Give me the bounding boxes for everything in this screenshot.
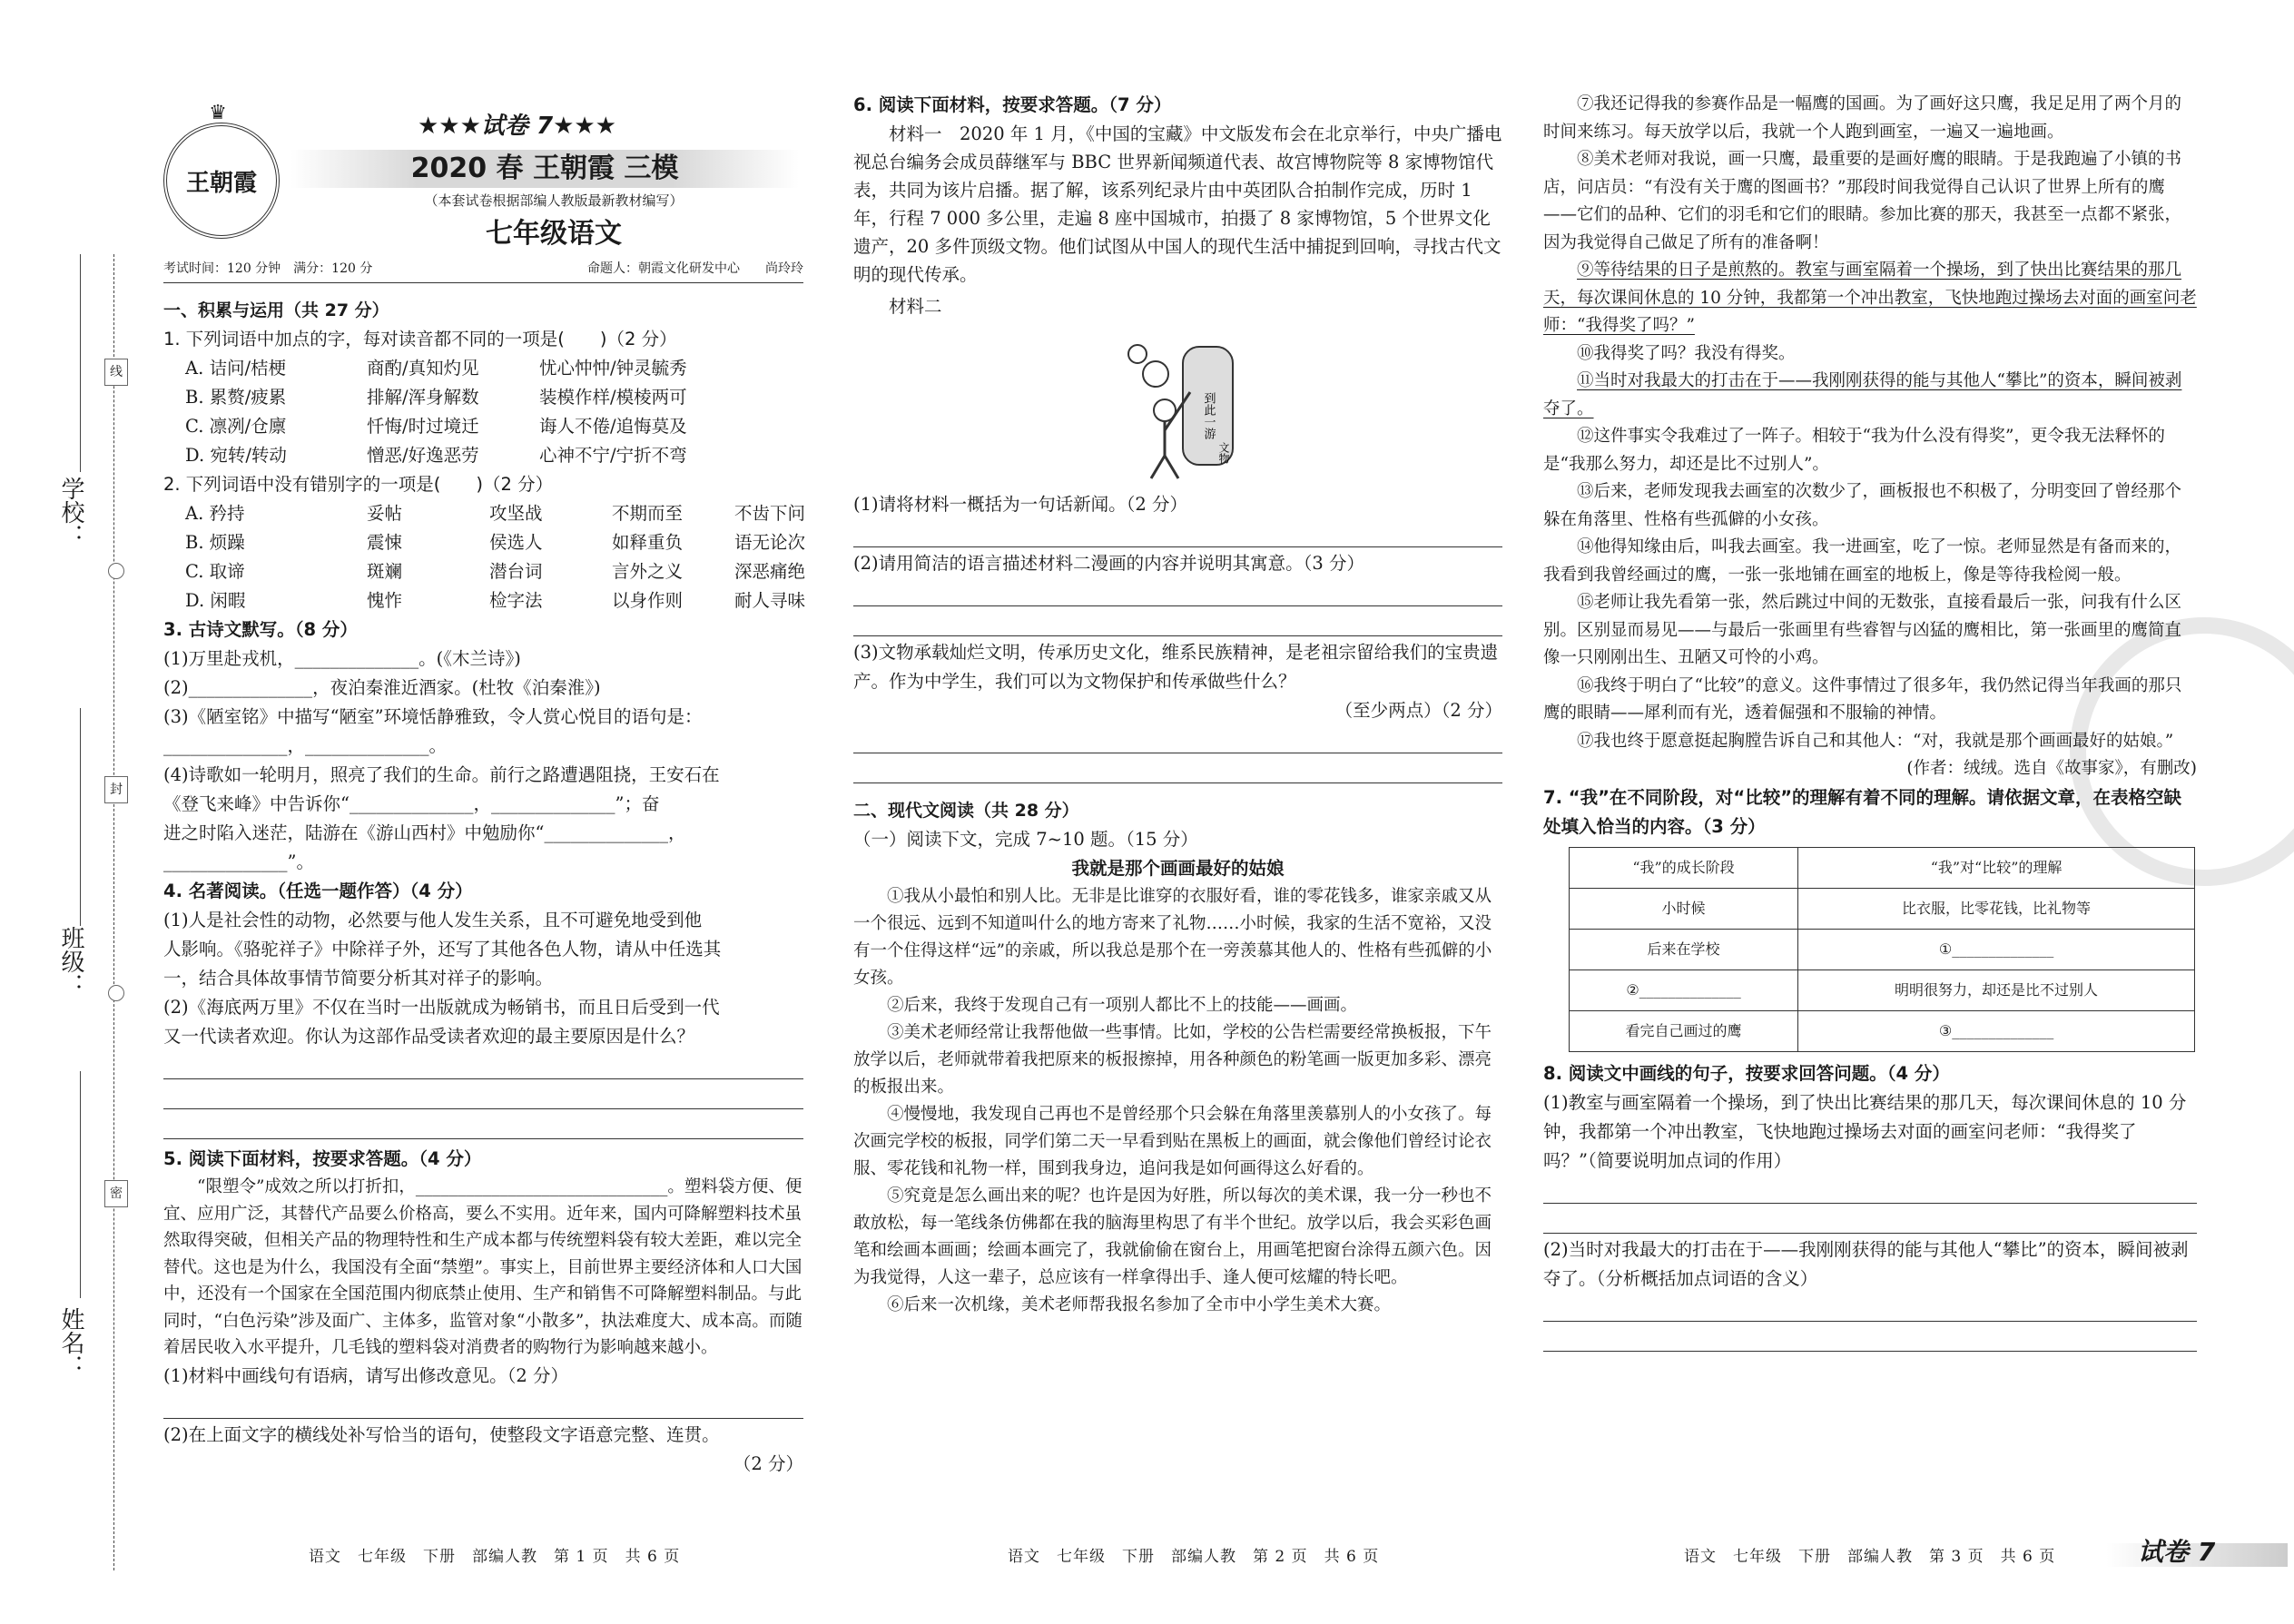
q5-score: （2 分） xyxy=(733,1452,803,1474)
q4-item: 又一代读者欢迎。你认为这部作品受读者欢迎的最主要原因是什么？ xyxy=(163,1026,695,1047)
table-cell: 小时候 xyxy=(1570,888,1798,929)
q4-item: (2)《海底两万里》不仅在当时一出版就成为畅销书，而且日后受到一代 xyxy=(163,997,720,1018)
cartoon-illustration xyxy=(1110,329,1246,483)
school-field-line xyxy=(80,254,81,472)
name-label: 姓名： xyxy=(57,1307,84,1378)
paragraph: ⑮老师让我先看第一张，然后跳过中间的无数张，直接看最后一张，问我有什么区别。区别显而易见——与最后一张画里有些睿智与凶猛的鹰相比，第一张画里的鹰简直像一只刚刚出生、丑陋又可怜的小鸡。 xyxy=(1543,593,2182,667)
school-label: 学校： xyxy=(57,477,84,547)
story-body xyxy=(853,883,1502,1319)
q3-item: (4)诗歌如一轮明月，照亮了我们的生命。前行之路遭遇阻挠，王安石在 xyxy=(163,764,720,785)
answer-line[interactable] xyxy=(163,1111,803,1139)
table-cell-blank[interactable]: ①______________ xyxy=(1798,929,2195,969)
table-header: “我”对“比较”的理解 xyxy=(1798,847,2195,888)
answer-line[interactable] xyxy=(853,578,1502,606)
answer-line[interactable] xyxy=(163,1051,803,1079)
paragraph: ⑫这件事实令我难过了一阵子。相较于“我为什么没有得奖”，更令我无法释怀的是“我那么努力，却还是比不过别人”。 xyxy=(1543,427,2165,474)
edition-note: （本套试卷根据部编人教版最新教材编写） xyxy=(424,192,684,209)
paragraph: ⑯我终于明白了“比较”的意义。这件事情过了很多年，我仍然记得当年我画的那只鹰的眼睛——犀利而有光，透着倔强和不服输的神情。 xyxy=(1543,675,2182,723)
footer-tag: 试卷 7 xyxy=(2138,1537,2216,1567)
table-header: “我”的成长阶段 xyxy=(1570,847,1798,888)
question-1: 1. 下列词语中加点的字，每对读音都不同的一项是( )（2 分） xyxy=(163,329,677,349)
paragraph: ③美术老师经常让我帮他做一些事情。比如，学校的公告栏需要经常换板报，下午放学以后，老师就带着我把原来的板报擦掉，用各种颜色的粉笔画一版更加多彩、漂亮的板报出来。 xyxy=(853,1023,1492,1097)
brand-logo: 王朝霞 xyxy=(163,123,280,239)
binding-margin xyxy=(0,0,127,1624)
q3-item: 《登飞来峰》中告诉你“______________，______________”；奋 xyxy=(163,793,660,814)
q1-options: A. 诘问/桔梗 商酌/真知灼见 忧心忡忡/钟灵毓秀 B. 累赘/疲累 排解/浑身解数 装模作样/模棱两可 C. 凛冽/仓廪 忏悔/时过境迁 诲人不倦/追悔莫及 D. 宛转/转动 憎恶/好逸恶劳 心神不宁/宁折不弯 xyxy=(185,358,687,466)
answer-line[interactable] xyxy=(853,519,1502,547)
paragraph: ⑧美术老师对我说，画一只鹰，最重要的是画好鹰的眼睛。于是我跑遍了小镇的书店，问店员：“有没有关于鹰的图画书？”那段时间我觉得自己认识了世界上所有的鹰——它们的品种、它们的羽毛和它们的眼睛。参加比赛的那天，我甚至一点都不紧张，因为我觉得自己做足了所有的准备啊！ xyxy=(1543,150,2182,252)
q6-item: (1)请将材料一概括为一句话新闻。（2 分） xyxy=(853,494,1187,515)
q3-item: ______________”。 xyxy=(163,851,314,872)
paragraph: ②后来，我终于发现自己有一项别人都比不上的技能——画画。 xyxy=(887,996,1358,1015)
paragraph: ⑦我还记得我的参赛作品是一幅鹰的国画。为了画好这只鹰，我足足用了两个月的时间来练习。每天放学以后，我就一个人跑到画室，一遍又一遍地画。 xyxy=(1543,94,2182,142)
answer-line[interactable] xyxy=(163,1081,803,1109)
paragraph: ⑭他得知缘由后，叫我去画室。我一进画室，吃了一惊。老师显然是有备而来的，我看到我曾经画过的鹰，一张一张地铺在画室的地板上，像是等待我检阅一般。 xyxy=(1543,537,2182,585)
q3-item: ______________，______________。 xyxy=(163,735,447,756)
table-cell: 比衣服，比零花钱，比礼物等 xyxy=(1798,888,2195,929)
paragraph-underlined: ⑨等待结果的日子是煎熬的。教室与画室隔着一个操场，到了快出比赛结果的那几天，每次课间休息的 10 分钟，我都第一个冲出教室，飞快地跑过操场去对面的画室问老师：“我得奖了吗？” xyxy=(1543,261,2197,335)
page-footer: 语文 七年级 下册 部编人教 第 1 页 共 6 页 xyxy=(309,1548,681,1566)
material-2-title: 材料二 xyxy=(889,296,942,317)
answer-line[interactable] xyxy=(1543,1176,2197,1204)
table-cell-blank[interactable]: ③______________ xyxy=(1798,1010,2195,1051)
answer-line[interactable] xyxy=(1543,1324,2197,1352)
cartoon-text: 到此一游 xyxy=(1201,392,1215,439)
question-8: 8. 阅读文中画线的句子，按要求回答问题。（4 分） xyxy=(1543,1062,1950,1084)
story-title: 我就是那个画画最好的姑娘 xyxy=(1071,858,1285,879)
question-6: 6. 阅读下面材料，按要求答题。（7 分） xyxy=(853,94,1172,115)
answer-line[interactable] xyxy=(853,608,1502,636)
paragraph: ⑤究竟是怎么画出来的呢？也许是因为好胜，所以每次的美术课，我一分一秒也不敢放松，每一笔线条仿佛都在我的脑海里构思了有半个世纪。放学以后，我会买彩色画笔和绘画本画画；绘画本画完了，我就偷偷在窗台上，用画笔把窗台涂得五颜六色。因为我觉得，人这一辈子，总应该有一样拿得出手、逢人便可炫耀的特长吧。 xyxy=(853,1186,1492,1287)
cartoon-text: 文物 xyxy=(1216,442,1230,464)
material-1: 材料一 2020 年 1 月，《中国的宝藏》中文版发布会在北京举行，中央广播电视总台编务会成员薛继军与 BBC 世界新闻频道代表、故宫博物院等 8 家博物馆代表，共同为该片启播。据了解，该系列纪录片由中英团队合拍制作完成，历时 1 年，行程 7 000 多公里，走遍 8 座中国城市，拍摄了 8 家博物馆，5 个世界文化遗产，20 多件顶级文物。他们试图从中国人的现代生活中捕捉到回响，寻找古代文明的现代传承。 xyxy=(853,123,1502,285)
column-1 xyxy=(163,290,806,1479)
answer-line[interactable] xyxy=(1543,1294,2197,1322)
question-2: 2. 下列词语中没有错别字的一项是( )（2 分） xyxy=(163,474,554,495)
table-cell: 后来在学校 xyxy=(1570,929,1798,969)
seal-mark: 线 xyxy=(104,359,128,386)
answer-line[interactable] xyxy=(853,755,1502,783)
q3-item: (1)万里赴戎机，______________。(《木兰诗》) xyxy=(163,648,521,669)
exam-banner: 2020 春 王朝霞 三模 xyxy=(290,150,799,188)
question-7: 7. “我”在不同阶段，对“比较”的理解有着不同的理解。请依据文章，在表格空缺处填入恰当的内容。（3 分） xyxy=(1543,786,2182,837)
q6-score: （至少两点）（2 分） xyxy=(1334,700,1502,721)
column-2 xyxy=(853,91,1502,1319)
q5-item: (2)在上面文字的横线处补写恰当的语句，使整段文字语意完整、连贯。 xyxy=(163,1423,720,1445)
section-title: 一、积累与运用（共 27 分） xyxy=(163,300,389,320)
paragraph: ④慢慢地，我发现自己再也不是曾经那个只会躲在角落里羡慕别人的小女孩了。每次画完学校的板报，同学们第二天一早看到贴在黑板上的画面，就会像他们曾经讨论衣服、零花钱和礼物一样，围到我身边，追问我是如何画得这么好看的。 xyxy=(853,1105,1492,1178)
q6-item: (2)请用简洁的语言描述材料二漫画的内容并说明其寓意。（3 分） xyxy=(853,553,1364,574)
q8-item: (2)当时对我最大的打击在于——我刚刚获得的能与其他人“攀比”的资本，瞬间被剥夺了。（分析概括加点词语的含义） xyxy=(1543,1238,2189,1289)
subsection-title: （一）阅读下文，完成 7~10 题。（15 分） xyxy=(853,829,1198,850)
exam-authors: 命题人：朝霞文化研发中心 尚玲玲 xyxy=(587,261,803,276)
exam-info xyxy=(163,259,803,283)
paragraph: ⑥后来一次机缘，美术老师帮我报名参加了全市中小学生美术大赛。 xyxy=(887,1295,1392,1314)
answer-line[interactable] xyxy=(853,725,1502,753)
class-label: 班级： xyxy=(57,926,84,997)
paper-tag: ★★★试卷 7★★★ xyxy=(418,113,616,140)
seal-mark: 密 xyxy=(104,1180,128,1207)
question-4: 4. 名著阅读。（任选一题作答）（4 分） xyxy=(163,881,473,901)
seal-mark: 封 xyxy=(104,776,128,803)
binding-hole xyxy=(108,985,124,1001)
answer-line[interactable] xyxy=(163,1391,803,1419)
column-3 xyxy=(1543,91,2197,1353)
paragraph: ⑩我得奖了吗？我没有得奖。 xyxy=(1577,343,1796,363)
q6-item: (3)文物承载灿烂文明，传承历史文化，维系民族精神，是老祖宗留给我们的宝贵遗产。作为中学生，我们可以为文物保护和传承做些什么？ xyxy=(853,642,1499,692)
q3-item: (2)______________，夜泊秦淮近酒家。(杜牧《泊秦淮》) xyxy=(163,677,601,698)
q3-item: 进之时陷入迷茫，陆游在《游山西村》中勉励你“______________， xyxy=(163,822,686,843)
grade-title: 七年级语文 xyxy=(486,218,622,250)
page-footer: 语文 七年级 下册 部编人教 第 2 页 共 6 页 xyxy=(1008,1548,1380,1566)
q2-options: A. 矜持 妥帖 攻坚战 不期而至 不齿下问 B. 烦躁 震悚 侯选人 如释重负 语无论次 C. 取谛 斑斓 潜台词 言外之义 深恶痛绝 D. 闲暇 愧怍 检字法 以身作则 耐人寻味 xyxy=(185,503,806,611)
q5-item: (1)材料中画线句有语病，请写出修改意见。（2 分） xyxy=(163,1364,568,1386)
class-field-line xyxy=(80,708,81,926)
question-3: 3. 古诗文默写。（8 分） xyxy=(163,619,358,640)
crown-icon: ♛ xyxy=(209,102,227,124)
binding-hole xyxy=(108,563,124,579)
paragraph: ⑬后来，老师发现我去画室的次数少了，画板报也不积极了，分明变回了曾经那个躲在角落里、性格有些孤僻的小女孩。 xyxy=(1543,482,2182,529)
fill-table xyxy=(1569,847,2195,1052)
section-title: 二、现代文阅读（共 28 分） xyxy=(853,801,1079,821)
paragraph: ⑰我也终于愿意挺起胸膛告诉自己和其他人：“对，我就是那个画画最好的姑娘。” xyxy=(1577,731,2174,751)
table-cell-blank[interactable]: ②______________ xyxy=(1570,969,1798,1010)
table-cell: 明明很努力，却还是比不过别人 xyxy=(1798,969,2195,1010)
source-note: (作者：绒绒。选自《故事家》，有删改) xyxy=(1906,759,2197,778)
q4-item: (1)人是社会性的动物，必然要与他人发生关系，且不可避免地受到他 xyxy=(163,910,703,930)
story-body-continued xyxy=(1543,91,2197,783)
cut-line xyxy=(113,254,114,1570)
paragraph-underlined: ⑪当时对我最大的打击在于——我刚刚获得的能与其他人“攀比”的资本，瞬间被剥夺了。 xyxy=(1543,371,2182,418)
exam-time: 考试时间：120 分钟 满分：120 分 xyxy=(163,261,373,276)
q5-material: “限塑令”成效之所以打折扣，______________________________。塑料袋方便、便宜、应用广泛，其替代产品要么价格高，要么不实用。近年来，国内可降解塑料技术虽然取得突破，但相关产品的物理特性和生产成本都与传统塑料袋有较大差距，难以完全替代。这也是为什么，我国没有全面“禁塑”。事实上，目前世界主要经济体和人口大国中，还没有一个国家在全国范围内彻底禁止使用、生产和销售不可降解塑料制品。与此同时，“白色污染”涉及面广、主体多，监管对象“小散多”，执法难度大、成本高。而随着居民收入水平提升，几毛钱的塑料袋对消费者的购物行为影响越来越小。 xyxy=(163,1177,802,1357)
page-footer: 语文 七年级 下册 部编人教 第 3 页 共 6 页 xyxy=(1684,1548,2056,1566)
paragraph: ①我从小最怕和别人比。无非是比谁穿的衣服好看，谁的零花钱多，谁家亲戚又从一个很远、远到不知道叫什么的地方寄来了礼物……小时候，我家的生活不宽裕，又没有一个住得这样“远”的亲戚，所以我总是那个在一旁羡慕其他人的、性格有些孤僻的小女孩。 xyxy=(853,887,1492,988)
q3-item: (3)《陋室铭》中描写“陋室”环境恬静雅致，令人赏心悦目的语句是： xyxy=(163,706,703,727)
answer-line[interactable] xyxy=(1543,1206,2197,1234)
table-cell: 看完自己画过的鹰 xyxy=(1570,1010,1798,1051)
q4-item: 一，结合具体故事情节简要分析其对祥子的影响。 xyxy=(163,968,554,989)
q4-item: 人影响。《骆驼祥子》中除祥子外，还写了其他各色人物，请从中任选其 xyxy=(163,939,722,960)
q8-item: (1)教室与画室隔着一个操场，到了快出比赛结果的那几天，每次课间休息的 10 分钟，我都第一个冲出教室，飞快地跑过操场去对面的画室问老师：“我得奖了吗？”（简要说明加点词的作用） xyxy=(1543,1091,2187,1171)
question-5: 5. 阅读下面材料，按要求答题。（4 分） xyxy=(163,1148,482,1169)
name-field-line xyxy=(80,1071,81,1298)
